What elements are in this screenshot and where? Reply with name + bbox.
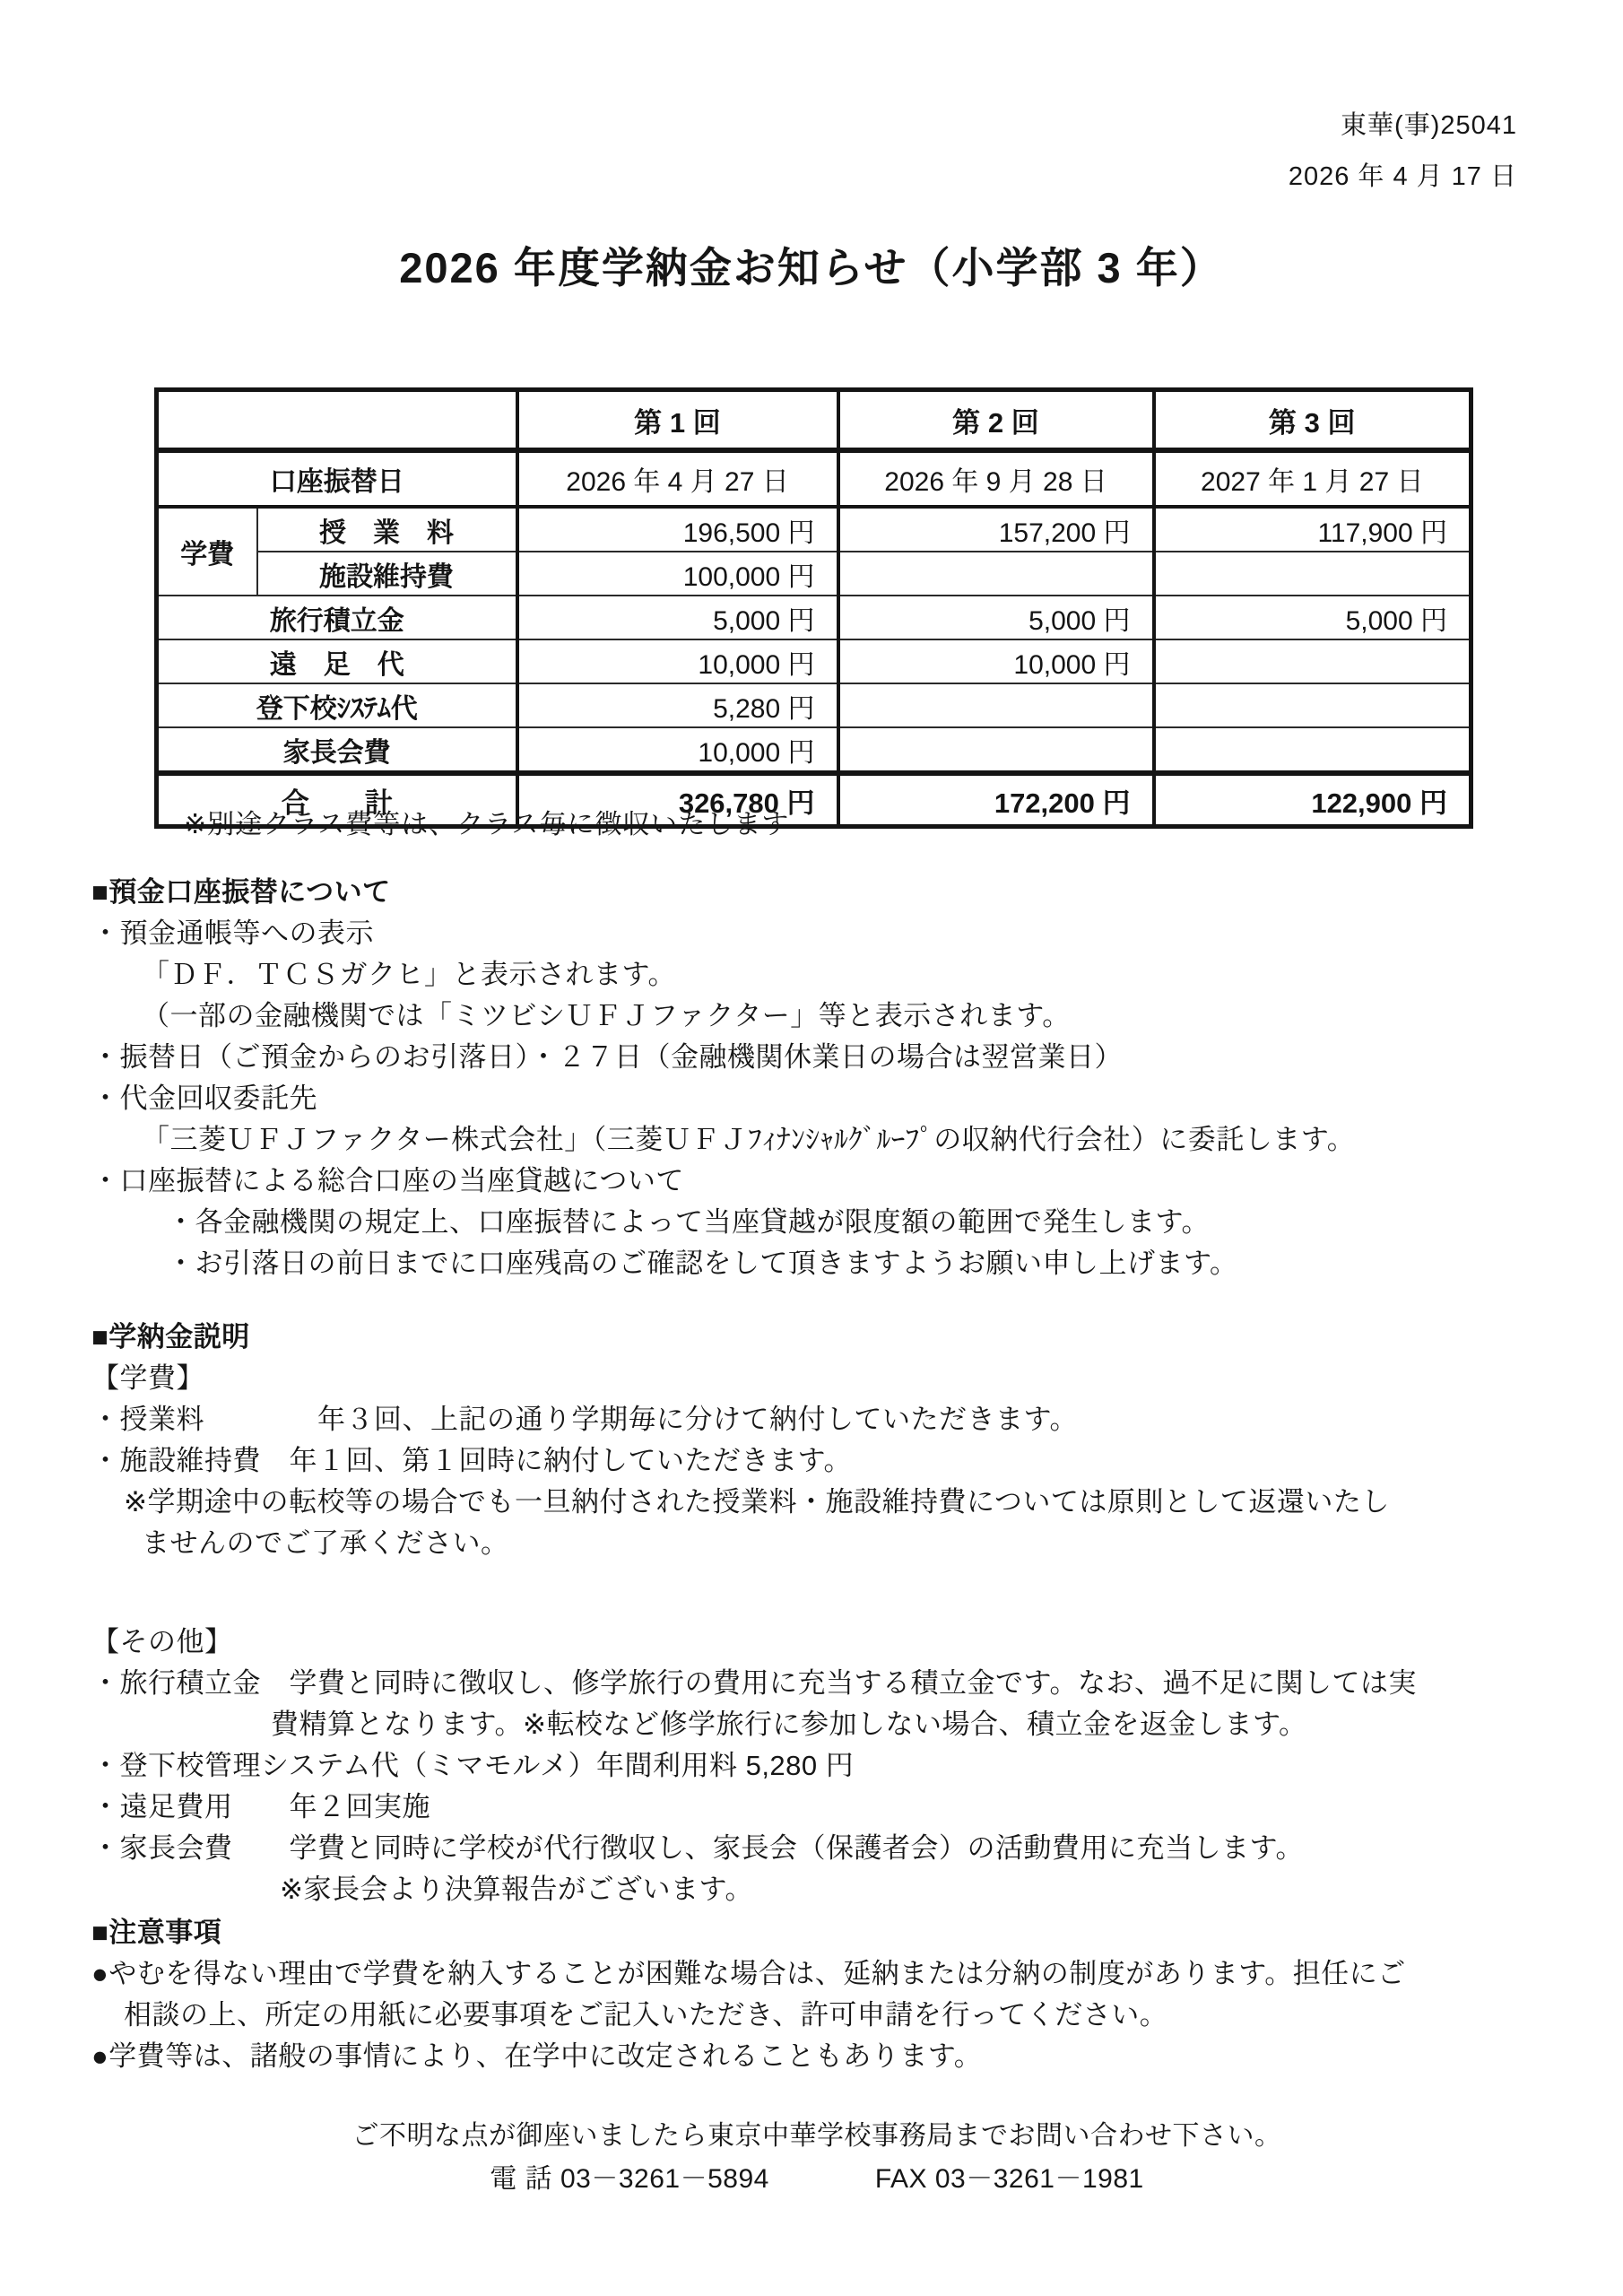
section-title: 【その他】 [91,1626,233,1657]
transfer-date-3: 2027 年 1 月 27 日 [1154,450,1471,507]
row-value: 196,500 円 [517,507,838,552]
tuition-group-label: 学費 [180,540,235,570]
row-value: 5,000 円 [1154,596,1471,639]
row-label: 遠 足 代 [157,639,517,683]
text-line: 相談の上、所定の用紙に必要事項をご記入いただき、許可申請を行ってください。 [124,1999,1168,2031]
row-label: 登下校ｼｽﾃﾑ代 [157,683,517,727]
document-ref-block [1289,100,1517,203]
row-value: 5,000 円 [838,596,1154,639]
text-line: ※家長会より決算報告がございます。 [280,1874,753,1905]
fax-number: FAX 03－3261－1981 [874,2164,1144,2194]
text-line: ・遠足費用 年２回実施 [91,1791,430,1822]
transfer-date-label: 口座振替日 [157,450,517,507]
row-value [838,727,1154,773]
text-line: ・口座振替による総合口座の当座貸越について [91,1165,684,1196]
row-value: 100,000 円 [517,552,838,596]
row-label: 旅行積立金 [157,596,517,639]
row-value: 5,280 円 [517,683,838,727]
row-value [1154,727,1471,773]
total-value: 172,200 円 [838,773,1154,827]
text-line: ●学費等は、諸般の事情により、在学中に改定されることもあります。 [91,2040,983,2072]
table-row [157,596,1471,639]
section-title: ■注意事項 [91,1917,222,1948]
document-footer [91,2115,1542,2201]
section-deposit-transfer [91,872,1542,1284]
row-label: 授 業 料 [257,507,517,552]
section-notes [91,1912,1542,2077]
round-3-header: 第 3 回 [1154,390,1471,451]
row-value: 5,000 円 [517,596,838,639]
phone-fax-line [91,2158,1542,2201]
text-line: 【学費】 [91,1362,204,1394]
total-label: 合 計 [157,773,517,827]
row-value: 10,000 円 [517,727,838,773]
row-value [1154,683,1471,727]
text-line: ・家長会費 学費と同時に学校が代行徴収し、家長会（保護者会）の活動費用に充当します。 [91,1832,1305,1864]
text-line: ●やむを得ない理由で学費を納入することが困難な場合は、延納または分納の制度があります。担任にご [91,1958,1406,1989]
round-1-header: 第 1 回 [517,390,838,451]
text-line: （一部の金融機関では「ミツビシＵＦＪファクター」等と表示されます。 [142,1000,1071,1031]
text-line: ・預金通帳等への表示 [91,918,374,949]
transfer-date-2: 2026 年 9 月 28 日 [838,450,1154,507]
document-date: 2026 年 4 月 17 日 [1288,162,1517,191]
text-line: 費精算となります。※転校など修学旅行に参加しない場合、積立金を返金します。 [271,1709,1307,1740]
text-line: ・お引落日の前日までに口座残高のご確認をして頂きますようお願い申し上げます。 [167,1248,1238,1279]
text-line: ・代金回収委託先 [91,1083,317,1114]
total-value: 326,780 円 [517,773,838,827]
table-header-row [157,390,1471,451]
section-title: ■預金口座振替について [91,876,391,908]
text-line: ・旅行積立金 学費と同時に徴収し、修学旅行の費用に充当する積立金です。なお、過不足に関しては実 [91,1667,1418,1699]
transfer-date-1: 2026 年 4 月 27 日 [517,450,838,507]
table-row [157,639,1471,683]
transfer-date-row [157,450,1471,507]
table-row [157,507,1471,552]
table-row [157,683,1471,727]
row-value [838,683,1154,727]
row-value [1154,552,1471,596]
row-label: 家長会費 [157,727,517,773]
document-ref-number: 東華(事)25041 [1341,111,1517,140]
total-value: 122,900 円 [1154,773,1471,827]
row-value [838,552,1154,596]
corner-cell [157,390,517,451]
row-value: 157,200 円 [838,507,1154,552]
phone-number: 電 話 03－3261－5894 [490,2164,769,2194]
row-value [1154,639,1471,683]
section-title: ■学納金説明 [91,1321,250,1352]
table-row [157,552,1471,596]
table-row [157,727,1471,773]
section-others [91,1622,1542,1910]
round-2-header: 第 2 回 [838,390,1154,451]
text-line: 「ＤＦ．ＴＣＳガクヒ」と表示されます。 [142,959,677,990]
page-title: 2026 年度学納金お知らせ（小学部 3 年） [399,244,1224,291]
contact-line: ご不明な点が御座いましたら東京中華学校事務局までお問い合わせ下さい。 [352,2121,1282,2151]
document-body [91,872,1542,2201]
text-line: ・施設維持費 年１回、第１回時に納付していただきます。 [91,1445,853,1476]
row-value: 10,000 円 [838,639,1154,683]
text-line: ませんのでご了承ください。 [142,1527,509,1559]
text-line: ※学期途中の転校等の場合でも一旦納付された授業料・施設維持費については原則として返還いたし [124,1486,1390,1518]
text-line: 「三菱ＵＦＪファクター株式会社」（三菱ＵＦＪﾌｨﾅﾝｼｬﾙｸﾞﾙｰﾌﾟの収納代行会社）に委託します。 [142,1124,1356,1155]
section-fee-explanation [91,1317,1542,1564]
text-line: ・各金融機関の規定上、口座振替によって当座貸越が限度額の範囲で発生します。 [167,1206,1211,1238]
row-value: 117,900 円 [1154,507,1471,552]
text-line: ・登下校管理システム代（ミマモルメ）年間利用料 5,280 円 [91,1750,855,1781]
text-line: ・振替日（ご預金からのお引落日）・２７日（金融機関休業日の場合は翌営業日） [91,1041,1123,1073]
row-value: 10,000 円 [517,639,838,683]
fee-table [154,387,1473,829]
row-label: 施設維持費 [257,552,517,596]
table-footnote: ※別途クラス費等は、クラス毎に徴収いたします [184,810,790,839]
text-line: ・授業料 年３回、上記の通り学期毎に分けて納付していただきます。 [91,1404,1079,1435]
